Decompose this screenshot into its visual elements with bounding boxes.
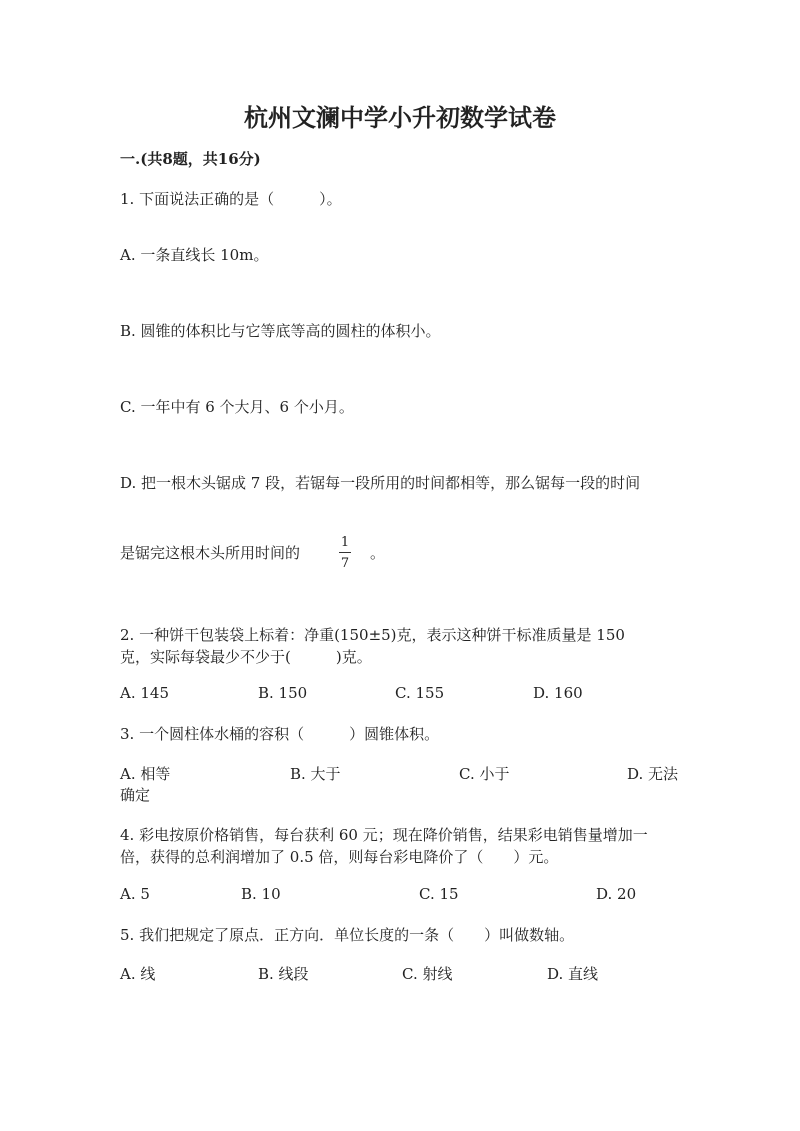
section-heading: 一.(共8题，共16分) xyxy=(120,150,261,168)
q2-option-d: D. 160 xyxy=(533,684,583,702)
q1-option-d-line1: D. 把一根木头锯成 7 段，若锯每一段所用的时间都相等，那么锯每一段的时间 xyxy=(120,474,641,492)
q2-option-c: C. 155 xyxy=(395,684,445,702)
q3-option-d: D. 无法 xyxy=(627,765,679,783)
fraction-numerator: 1 xyxy=(340,535,350,550)
q4-stem-line1: 4. 彩电按原价格销售，每台获利 60 元；现在降价销售，结果彩电销售量增加一 xyxy=(120,826,648,844)
q1-option-d-end: 。 xyxy=(370,544,386,562)
q2-option-a: A. 145 xyxy=(120,684,169,702)
q3-option-a: A. 相等 xyxy=(120,765,171,783)
fraction-one-seventh xyxy=(338,536,352,570)
q5-option-b: B. 线段 xyxy=(258,965,309,983)
q1-option-a: A. 一条直线长 10m。 xyxy=(120,246,269,264)
q4-option-c: C. 15 xyxy=(419,885,459,903)
q5-option-c: C. 射线 xyxy=(402,965,453,983)
q1-option-d-line2: 是锯完这根木头所用时间的 xyxy=(120,544,301,562)
fraction-denominator: 7 xyxy=(340,556,350,571)
q1-option-c: C. 一年中有 6 个大月、6 个小月。 xyxy=(120,398,354,416)
q1-stem: 1. 下面说法正确的是（ ）。 xyxy=(120,190,342,208)
q3-option-d-wrap: 确定 xyxy=(120,786,151,804)
q1-option-b: B. 圆锥的体积比与它等底等高的圆柱的体积小。 xyxy=(120,322,441,340)
q5-option-a: A. 线 xyxy=(120,965,156,983)
q2-option-b: B. 150 xyxy=(258,684,308,702)
q3-option-c: C. 小于 xyxy=(459,765,510,783)
q5-option-d: D. 直线 xyxy=(547,965,599,983)
q3-option-b: B. 大于 xyxy=(290,765,341,783)
q4-option-a: A. 5 xyxy=(120,885,150,903)
exam-title: 杭州文澜中学小升初数学试卷 xyxy=(244,103,556,132)
q4-option-b: B. 10 xyxy=(241,885,281,903)
q4-option-d: D. 20 xyxy=(596,885,637,903)
q2-stem-line1: 2. 一种饼干包装袋上标着：净重(150±5)克，表示这种饼干标准质量是 150 xyxy=(120,626,625,644)
q5-stem: 5. 我们把规定了原点．正方向．单位长度的一条（ ）叫做数轴。 xyxy=(120,926,575,944)
q4-stem-line2: 倍，获得的总利润增加了 0.5 倍，则每台彩电降价了（ ）元。 xyxy=(120,848,559,866)
q2-stem-line2: 克，实际每袋最少不少于( )克。 xyxy=(120,648,372,666)
q3-stem: 3. 一个圆柱体水桶的容积（ ）圆锥体积。 xyxy=(120,725,440,743)
